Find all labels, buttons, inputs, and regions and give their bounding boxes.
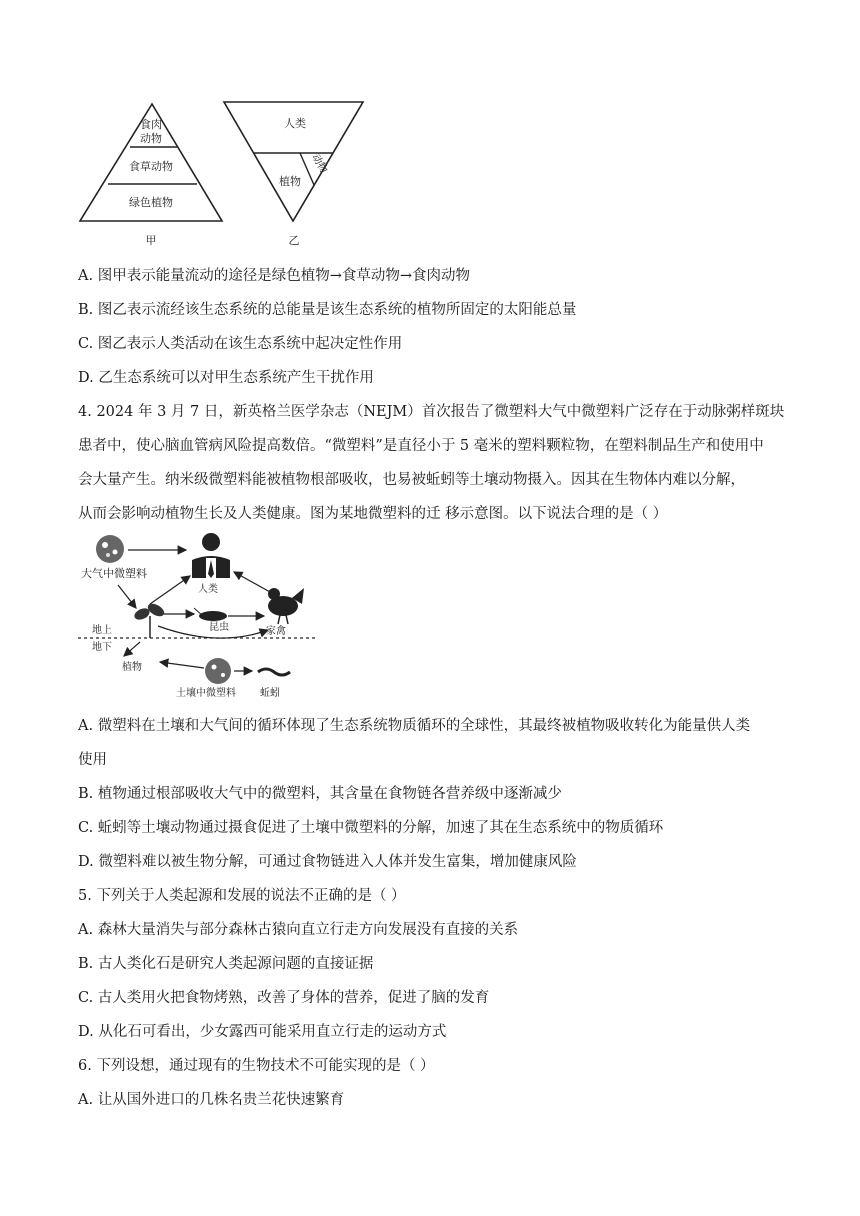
label-below-ground: 地下: [92, 642, 112, 653]
air-microplastic-icon: [96, 535, 124, 563]
q4-stem-line-2: 患者中，使心脑血管病风险提高数倍。“微塑料”是直径小于 5 毫米的塑料颗粒物，在塑料制品生产和使用中: [78, 438, 764, 454]
label-human: 人类: [198, 584, 218, 595]
q4-option-d: D. 微塑料难以被生物分解，可通过食物链进入人体并发生富集，增加健康风险: [78, 854, 577, 870]
microplastic-migration-diagram: [78, 530, 328, 702]
q3-option-a: A. 图甲表示能量流动的途径是绿色植物→食草动物→食肉动物: [78, 268, 470, 284]
q5-option-b: B. 古人类化石是研究人类起源问题的直接证据: [78, 956, 374, 972]
label-soil-microplastic: 土壤中微塑料: [176, 688, 236, 699]
pyramid-jia-bottom: 绿色植物: [129, 196, 173, 209]
soil-microplastic-icon: [205, 658, 231, 684]
ecological-pyramids-figure: [70, 95, 380, 255]
q3-option-d: D. 乙生态系统可以对甲生态系统产生干扰作用: [78, 370, 374, 386]
pyramid-jia: [80, 104, 222, 247]
q5-option-d: D. 从化石可看出，少女露西可能采用直立行走的运动方式: [78, 1024, 447, 1040]
pyramid-jia-caption: 甲: [145, 234, 157, 247]
q6-option-a: A. 让从国外进口的几株名贵兰花快速繁育: [78, 1092, 345, 1108]
q3-option-b: B. 图乙表示流经该生态系统的总能量是该生态系统的植物所固定的太阳能总量: [78, 302, 577, 318]
label-insect: 昆虫: [209, 622, 229, 633]
q3-option-c: C. 图乙表示人类活动在该生态系统中起决定性作用: [78, 336, 403, 352]
q5-option-c: C. 古人类用火把食物烤熟，改善了身体的营养，促进了脑的发育: [78, 990, 490, 1006]
q5-stem: 5. 下列关于人类起源和发展的说法不正确的是（ ）: [78, 888, 406, 904]
poultry-icon: [268, 588, 304, 624]
pyramid-yi-top: 人类: [284, 117, 306, 130]
q4-stem-line-1: 4. 2024 年 3 月 7 日，新英格兰医学杂志（NEJM）首次报告了微塑料大气中微塑料广泛存在于动脉粥样斑块: [78, 404, 785, 420]
plant-icon: [133, 601, 167, 638]
pyramid-jia-middle: 食草动物: [129, 160, 173, 173]
earthworm-icon: [258, 669, 290, 675]
insect-icon: [194, 608, 227, 621]
label-above-ground: 地上: [92, 625, 112, 636]
label-earthworm: 蚯蚓: [260, 688, 280, 699]
human-icon: [192, 533, 230, 578]
label-poultry: 家禽: [266, 626, 286, 637]
q4-option-a-cont: 使用: [78, 752, 107, 768]
q4-option-c: C. 蚯蚓等土壤动物通过摄食促进了土壤中微塑料的分解，加速了其在生态系统中的物质循环: [78, 820, 664, 836]
q4-stem-line-3: 会大量产生。纳米级微塑料能被植物根部吸收，也易被蚯蚓等土壤动物摄入。因其在生物体内难以分解，: [78, 472, 745, 488]
q4-option-b: B. 植物通过根部吸收大气中的微塑料，其含量在食物链各营养级中逐渐减少: [78, 786, 562, 802]
q6-stem: 6. 下列设想，通过现有的生物技术不可能实现的是（ ）: [78, 1058, 435, 1074]
pyramid-jia-top-line1: 食肉: [140, 118, 162, 131]
q4-option-a: A. 微塑料在土壤和大气间的循环体现了生态系统物质循环的全球性，其最终被植物吸收转化为能量供人类: [78, 718, 751, 734]
q5-option-a: A. 森林大量消失与部分森林古猿向直立行走方向发展没有直接的关系: [78, 922, 519, 938]
q4-stem-line-4: 从而会影响动植物生长及人类健康。图为某地微塑料的迁 移示意图。以下说法合理的是（ ）: [78, 506, 668, 522]
pyramid-yi: [224, 102, 363, 247]
pyramid-yi-animal: 动物: [309, 152, 329, 176]
label-plant: 植物: [122, 662, 142, 673]
pyramid-yi-plant: 植物: [279, 175, 301, 188]
pyramid-yi-caption: 乙: [288, 234, 300, 247]
pyramid-jia-top-line2: 动物: [140, 132, 162, 145]
label-air-microplastic: 大气中微塑料: [81, 567, 147, 580]
